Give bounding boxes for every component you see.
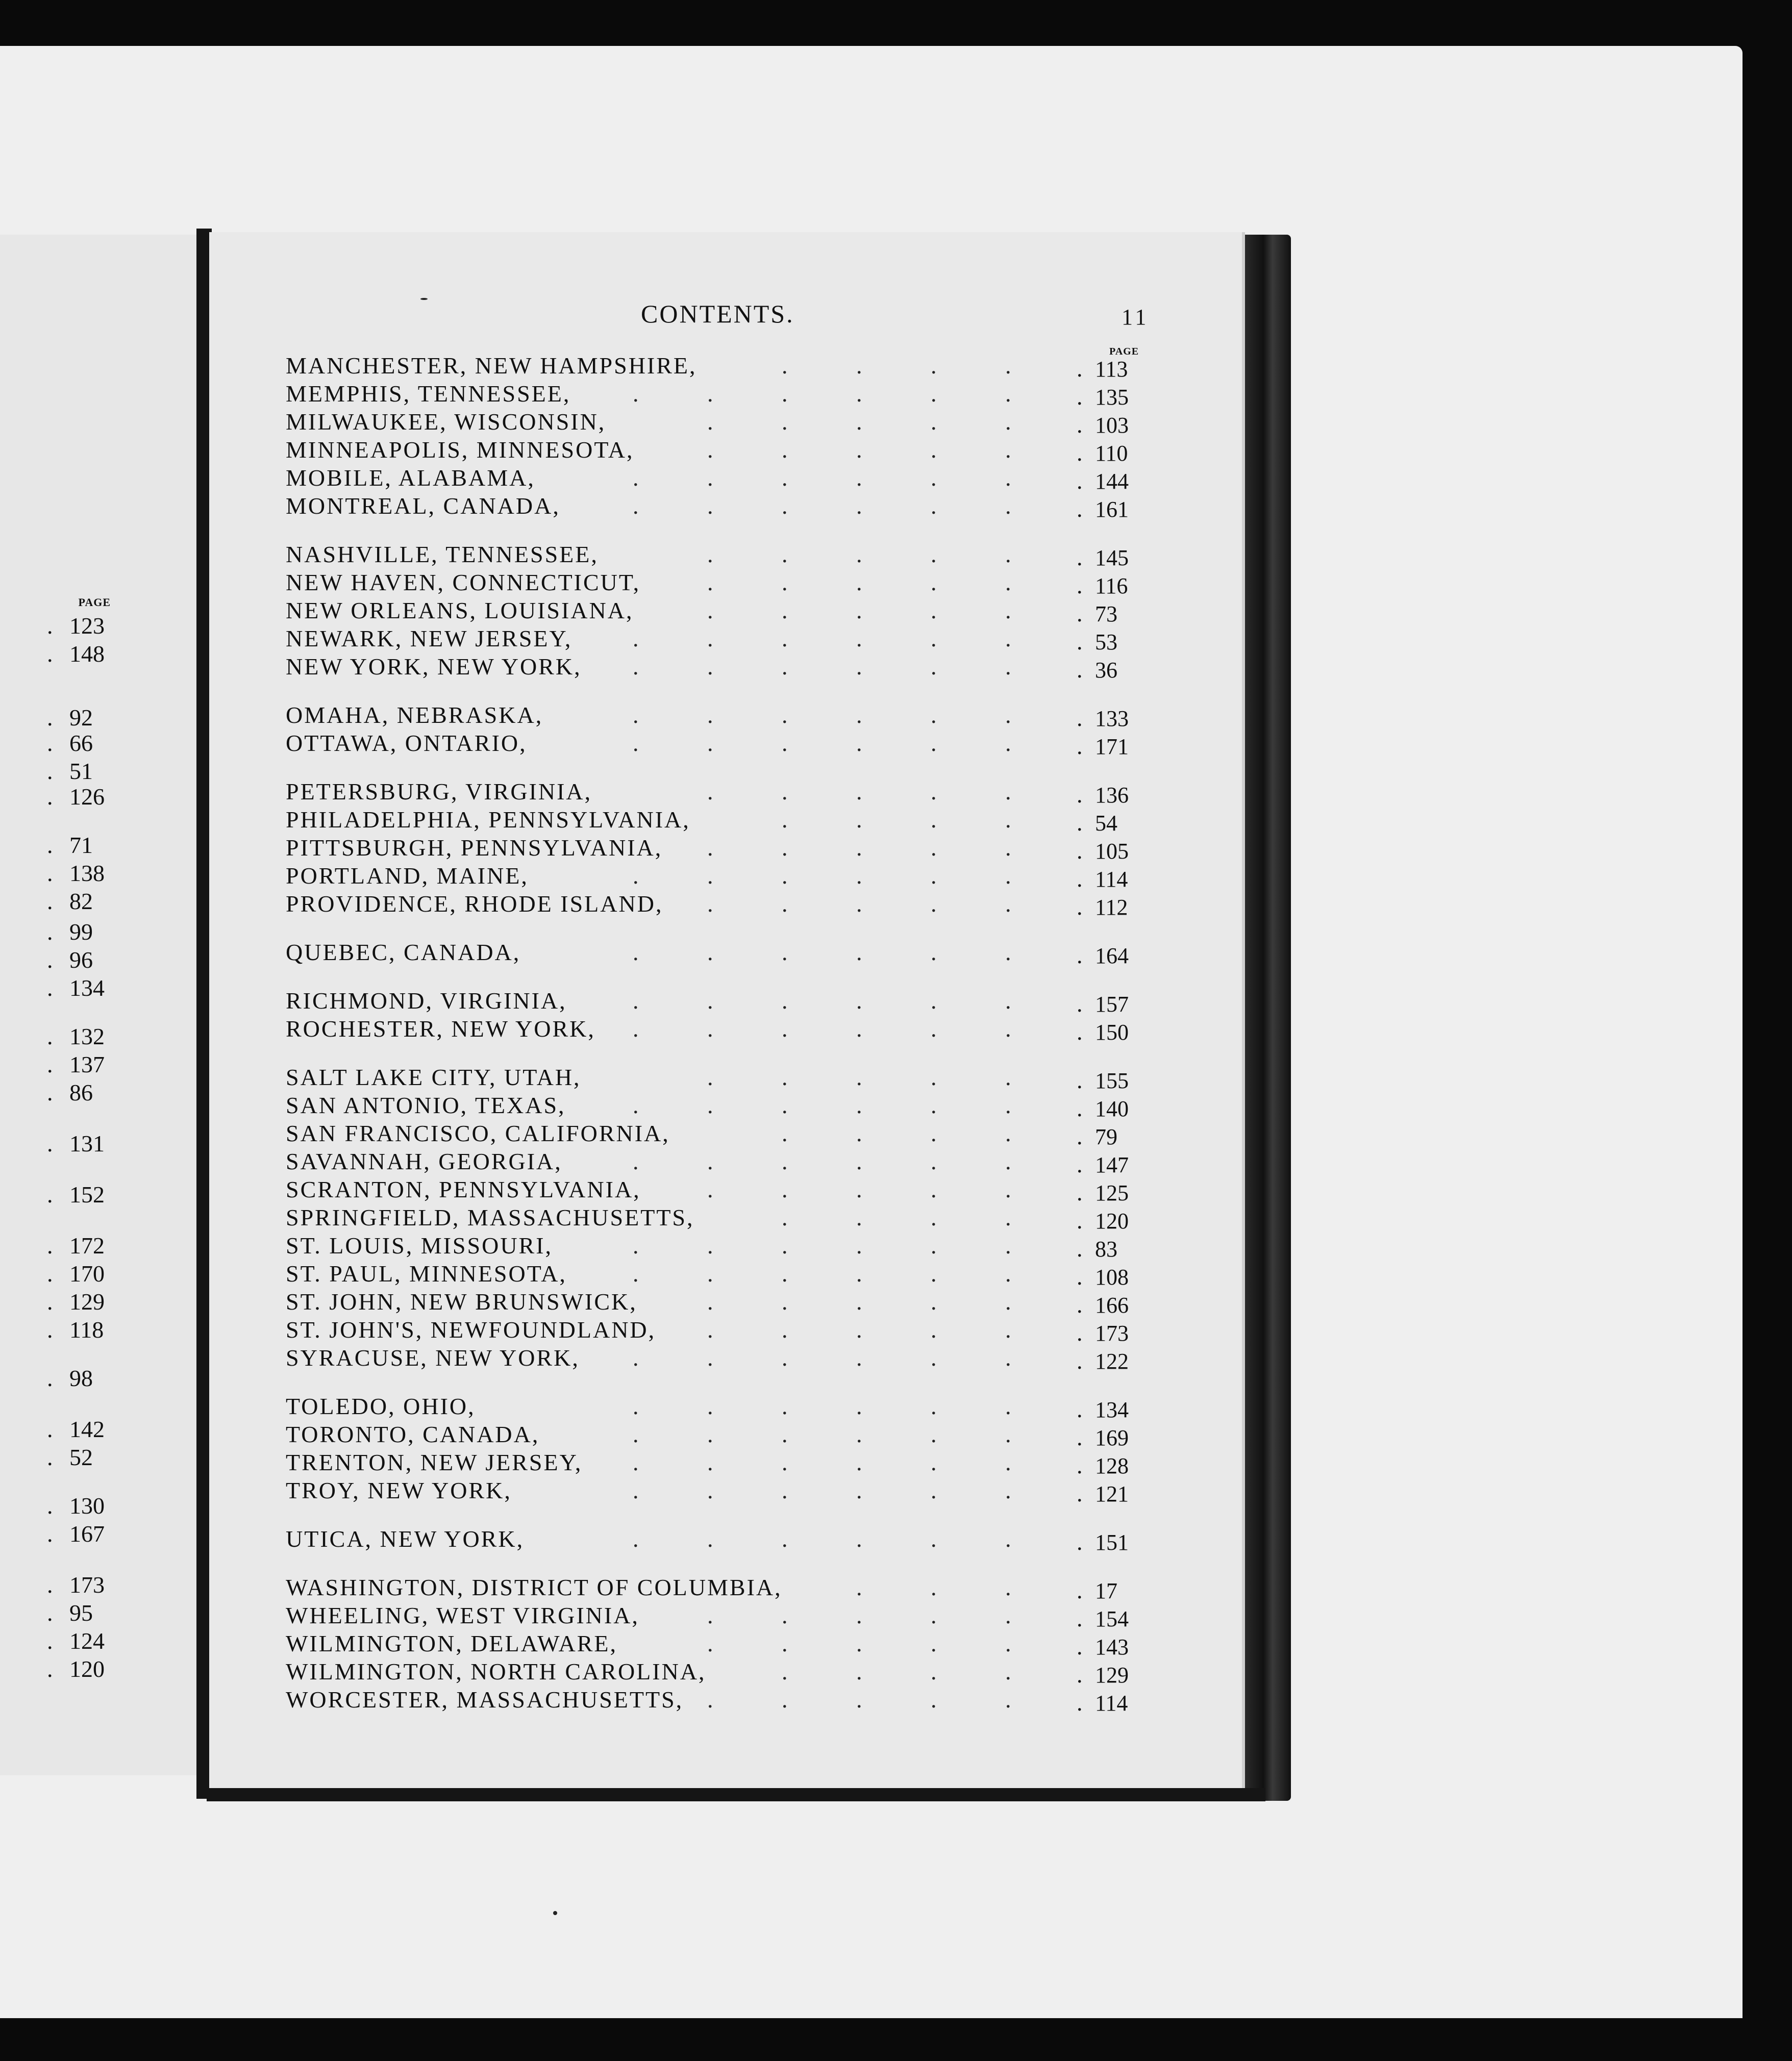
contents-entry: [0, 1658, 1245, 1687]
page-title: CONTENTS.: [641, 299, 794, 328]
contents-entry: [0, 1477, 1245, 1505]
dot-leader-end: .: [1077, 384, 1083, 410]
dot-leader-end: .: [47, 919, 53, 945]
dot-leader-end: .: [47, 784, 53, 810]
scan-speck: [420, 298, 428, 300]
left-page-number: 86: [69, 1079, 93, 1105]
dot-leader-end: .: [47, 1572, 53, 1598]
left-page-number: 120: [69, 1656, 105, 1682]
dot-leader-end: .: [47, 1444, 53, 1470]
entry-city: PETERSBURG, VIRGINIA,: [286, 778, 592, 805]
contents-entry: [0, 1288, 1245, 1317]
contents-entry: [0, 701, 1245, 730]
dot-leader-end: .: [1077, 412, 1083, 438]
dot-leader-end: .: [47, 1130, 53, 1157]
left-page-number: 95: [69, 1600, 93, 1626]
left-page-number: 96: [69, 947, 93, 973]
entry-city: SPRINGFIELD, MASSACHUSETTS,: [286, 1204, 694, 1230]
dot-leader: . . . . . .: [633, 863, 1011, 889]
entry-city: NASHVILLE, TENNESSEE,: [286, 541, 599, 567]
dot-leader: . . . . .: [707, 409, 1011, 435]
dot-leader-end: .: [1077, 1529, 1083, 1555]
left-page-number: 126: [69, 784, 105, 810]
entry-city: WORCESTER, MASSACHUSETTS,: [286, 1687, 684, 1713]
dot-leader: . . . . . .: [633, 654, 1011, 680]
left-page-number: 92: [69, 705, 93, 731]
dot-leader: . . . . . .: [633, 493, 1011, 519]
page-number: 11: [1122, 305, 1150, 330]
dot-leader-end: .: [1077, 782, 1083, 808]
contents-entry: [0, 1449, 1245, 1477]
entry-page-number: 166: [1095, 1293, 1129, 1318]
dot-leader: . . . . . .: [633, 702, 1011, 728]
entry-page-number: 113: [1095, 357, 1128, 382]
entry-page-number: 143: [1095, 1635, 1129, 1660]
left-page-number: 71: [69, 832, 93, 858]
dot-leader-end: .: [47, 1233, 53, 1259]
contents-entry: [0, 1064, 1245, 1092]
dot-leader-end: .: [1077, 1320, 1083, 1346]
dot-leader-end: .: [1077, 1424, 1083, 1450]
contents-entry: [0, 541, 1245, 569]
dot-leader-end: .: [47, 641, 53, 667]
contents-entry: [0, 625, 1245, 654]
left-page-number: 137: [69, 1051, 105, 1077]
entry-page-number: 103: [1095, 413, 1129, 438]
entry-page-number: 108: [1095, 1265, 1129, 1290]
contents-entry: [0, 1421, 1245, 1449]
dot-leader-end: .: [1077, 1480, 1083, 1506]
entry-city: WILMINGTON, DELAWARE,: [286, 1630, 617, 1656]
left-page-number: 170: [69, 1261, 105, 1287]
left-page-number: 99: [69, 919, 93, 945]
dot-leader-end: .: [1077, 1123, 1083, 1149]
dot-leader: . . . . .: [707, 1064, 1011, 1090]
contents-entry: [0, 1602, 1245, 1630]
contents-entry: [0, 1232, 1245, 1261]
entry-city: WILMINGTON, NORTH CAROLINA,: [286, 1658, 706, 1685]
dot-leader: . . . . . .: [633, 939, 1011, 965]
dot-leader-end: .: [47, 1182, 53, 1208]
left-page-number: 148: [69, 641, 105, 667]
entry-page-number: 164: [1095, 943, 1129, 968]
entry-page-number: 17: [1095, 1578, 1117, 1603]
dot-leader-end: .: [1077, 942, 1083, 968]
contents-entry: [0, 1630, 1245, 1658]
dot-leader: . . . .: [782, 1204, 1011, 1230]
dot-leader: . . . . . .: [633, 1345, 1011, 1371]
dot-leader: . . . . .: [707, 1289, 1011, 1315]
entry-page-number: 105: [1095, 839, 1129, 864]
dot-leader-end: .: [1077, 1095, 1083, 1121]
dot-leader: . . .: [856, 1574, 1011, 1600]
entry-city: OMAHA, NEBRASKA,: [286, 702, 543, 728]
dot-leader-end: .: [1077, 1151, 1083, 1177]
dot-leader-end: .: [47, 1023, 53, 1049]
dot-leader: . . . . .: [707, 437, 1011, 463]
entry-page-number: 79: [1095, 1124, 1117, 1149]
dot-leader-end: .: [1077, 1605, 1083, 1631]
dot-leader-end: .: [1077, 1179, 1083, 1205]
left-page-number: 173: [69, 1572, 105, 1598]
entry-page-number: 73: [1095, 601, 1117, 626]
dot-leader-end: .: [1077, 1662, 1083, 1688]
dot-leader-end: .: [47, 730, 53, 756]
entry-city: SALT LAKE CITY, UTAH,: [286, 1064, 581, 1090]
dot-leader-end: .: [47, 1493, 53, 1519]
scan-speck: [553, 1911, 557, 1915]
dot-leader: . . . . .: [707, 1687, 1011, 1713]
entry-city: SYRACUSE, NEW YORK,: [286, 1345, 580, 1371]
dot-leader: . . . . . .: [633, 1421, 1011, 1447]
contents-entry: [0, 778, 1245, 807]
entry-page-number: 150: [1095, 1020, 1129, 1045]
entry-page-number: 129: [1095, 1663, 1129, 1688]
dot-leader: . . . .: [782, 353, 1011, 379]
dot-leader-end: .: [47, 1365, 53, 1391]
entry-city: UTICA, NEW YORK,: [286, 1526, 525, 1552]
left-page-number: 138: [69, 860, 105, 886]
entry-page-number: 121: [1095, 1481, 1129, 1506]
entry-page-number: 151: [1095, 1530, 1129, 1555]
dot-leader: . . . . .: [707, 569, 1011, 595]
contents-entry: [0, 939, 1245, 967]
entry-city: ROCHESTER, NEW YORK,: [286, 1016, 595, 1042]
dot-leader-end: .: [1077, 705, 1083, 731]
left-page-number: 172: [69, 1233, 105, 1259]
entry-page-number: 110: [1095, 441, 1128, 466]
entry-city: ST. LOUIS, MISSOURI,: [286, 1233, 553, 1259]
dot-leader-end: .: [47, 888, 53, 914]
contents-entry: [0, 1525, 1245, 1554]
entry-page-number: 171: [1095, 734, 1129, 759]
contents-entry: [0, 380, 1245, 409]
entry-city: PHILADELPHIA, PENNSYLVANIA,: [286, 807, 690, 833]
dot-leader-end: .: [1077, 1690, 1083, 1716]
contents-entry: [0, 1344, 1245, 1373]
entry-page-number: 145: [1095, 545, 1129, 570]
left-page-number: 52: [69, 1444, 93, 1470]
contents-entry: [0, 862, 1245, 891]
entry-city: MILWAUKEE, WISCONSIN,: [286, 409, 606, 435]
entry-city: PITTSBURGH, PENNSYLVANIA,: [286, 835, 663, 861]
entry-page-number: 154: [1095, 1606, 1129, 1631]
dot-leader-end: .: [47, 1317, 53, 1343]
dot-leader-end: .: [1077, 629, 1083, 655]
dot-leader: . . . . . .: [633, 625, 1011, 651]
entry-city: TORONTO, CANADA,: [286, 1421, 540, 1447]
entry-page-number: 140: [1095, 1096, 1129, 1121]
contents-entry: [0, 1120, 1245, 1148]
dot-leader-end: .: [1077, 810, 1083, 836]
contents-entry: [0, 436, 1245, 465]
left-page-number: 142: [69, 1416, 105, 1442]
entry-page-number: 155: [1095, 1068, 1129, 1093]
dot-leader: . . . . . .: [633, 1477, 1011, 1503]
entry-city: SCRANTON, PENNSYLVANIA,: [286, 1176, 641, 1202]
left-page-number: 129: [69, 1289, 105, 1315]
left-page-number: 123: [69, 613, 105, 639]
dot-leader: . . . . . .: [633, 1526, 1011, 1552]
dot-leader-end: .: [1077, 356, 1083, 382]
dot-leader: . . . . . .: [633, 1092, 1011, 1118]
dot-leader: . . . . .: [707, 1602, 1011, 1628]
entry-city: PORTLAND, MAINE,: [286, 863, 529, 889]
dot-leader-end: .: [1077, 838, 1083, 864]
dot-leader-end: .: [47, 947, 53, 973]
dot-leader: . . . . . .: [633, 1016, 1011, 1042]
dot-leader: . . . . . .: [633, 1148, 1011, 1174]
dot-leader-end: .: [47, 613, 53, 639]
left-page-number: 130: [69, 1493, 105, 1519]
left-page-number: 132: [69, 1023, 105, 1049]
dot-leader: . . . . .: [707, 1317, 1011, 1343]
dot-leader-end: .: [1077, 1348, 1083, 1374]
dot-leader-end: .: [1077, 1577, 1083, 1603]
dot-leader-end: .: [1077, 1019, 1083, 1045]
entry-page-number: 128: [1095, 1453, 1129, 1478]
dot-leader: . . . .: [782, 1658, 1011, 1685]
entry-page-number: 169: [1095, 1425, 1129, 1450]
dot-leader: . . . . .: [707, 541, 1011, 567]
left-page-number: 152: [69, 1182, 105, 1208]
contents-entry: [0, 464, 1245, 493]
entry-page-number: 83: [1095, 1237, 1117, 1262]
left-page-number: 51: [69, 758, 93, 784]
entry-page-number: 54: [1095, 811, 1117, 836]
dot-leader-end: .: [1077, 440, 1083, 466]
entry-city: MOBILE, ALABAMA,: [286, 465, 535, 491]
contents-entry: [0, 653, 1245, 682]
book-cover-bottom: [207, 1788, 1265, 1801]
entry-page-number: 147: [1095, 1152, 1129, 1177]
dot-leader: . . . . .: [707, 1176, 1011, 1202]
contents-entry: [0, 1204, 1245, 1233]
left-page-number: 124: [69, 1628, 105, 1654]
contents-entry: [0, 1574, 1245, 1602]
dot-leader-end: .: [1077, 1067, 1083, 1093]
contents-entry: [0, 987, 1245, 1016]
dot-leader: . . . . . .: [633, 1233, 1011, 1259]
dot-leader-end: .: [1077, 1208, 1083, 1234]
entry-page-number: 144: [1095, 469, 1129, 494]
entry-city: TRENTON, NEW JERSEY,: [286, 1449, 583, 1475]
entry-page-number: 120: [1095, 1209, 1129, 1234]
contents-entry: [0, 1686, 1245, 1715]
entry-city: ST. JOHN, NEW BRUNSWICK,: [286, 1289, 637, 1315]
entry-city: NEWARK, NEW JERSEY,: [286, 625, 573, 651]
dot-leader-end: .: [47, 1261, 53, 1287]
dot-leader: . . . . . .: [633, 988, 1011, 1014]
entry-city: SAN FRANCISCO, CALIFORNIA,: [286, 1120, 670, 1146]
dot-leader-end: .: [47, 1656, 53, 1682]
contents-entry: [0, 806, 1245, 835]
entry-city: TROY, NEW YORK,: [286, 1477, 512, 1503]
entry-page-number: 36: [1095, 658, 1117, 683]
dot-leader-end: .: [47, 1051, 53, 1077]
left-page-number: 66: [69, 730, 93, 756]
entry-city: NEW ORLEANS, LOUISIANA,: [286, 597, 634, 623]
contents-entry: [0, 569, 1245, 597]
dot-leader-end: .: [47, 975, 53, 1001]
dot-leader-end: .: [1077, 733, 1083, 759]
entry-page-number: 133: [1095, 706, 1129, 731]
dot-leader-end: .: [47, 832, 53, 858]
dot-leader-end: .: [47, 1416, 53, 1442]
entry-city: OTTAWA, ONTARIO,: [286, 730, 527, 756]
contents-entry: [0, 890, 1245, 919]
entry-city: TOLEDO, OHIO,: [286, 1393, 476, 1419]
dot-leader: . . . . . .: [633, 1449, 1011, 1475]
dot-leader-end: .: [1077, 657, 1083, 683]
entry-page-number: 173: [1095, 1321, 1129, 1346]
entry-city: MEMPHIS, TENNESSEE,: [286, 381, 571, 407]
dot-leader-end: .: [47, 1521, 53, 1547]
dot-leader: . . . . . .: [633, 730, 1011, 756]
entry-page-number: 157: [1095, 992, 1129, 1017]
page-column-header: PAGE: [1109, 346, 1139, 357]
contents-entry: [0, 1092, 1245, 1120]
entry-city: SAVANNAH, GEORGIA,: [286, 1148, 562, 1174]
entry-page-number: 122: [1095, 1349, 1129, 1374]
entry-city: NEW YORK, NEW YORK,: [286, 654, 582, 680]
entry-page-number: 116: [1095, 573, 1128, 598]
dot-leader-end: .: [1077, 866, 1083, 892]
page-edge: [1245, 235, 1291, 1801]
dot-leader-end: .: [47, 1600, 53, 1626]
left-page-column-header: PAGE: [78, 596, 111, 609]
dot-leader-end: .: [47, 1079, 53, 1105]
entry-page-number: 136: [1095, 783, 1129, 808]
contents-entry: [0, 730, 1245, 758]
dot-leader-end: .: [1077, 544, 1083, 570]
dot-leader-end: .: [47, 1289, 53, 1315]
left-page-number: 98: [69, 1365, 93, 1391]
entry-page-number: 114: [1095, 1691, 1128, 1716]
entry-city: WASHINGTON, DISTRICT OF COLUMBIA,: [286, 1574, 782, 1600]
contents-entry: [0, 352, 1245, 381]
entry-page-number: 161: [1095, 497, 1129, 522]
dot-leader: . . . . .: [707, 778, 1011, 805]
dot-leader-end: .: [1077, 496, 1083, 522]
dot-leader-end: .: [1077, 468, 1083, 494]
entry-city: NEW HAVEN, CONNECTICUT,: [286, 569, 641, 595]
contents-entry: [0, 834, 1245, 863]
dot-leader-end: .: [47, 705, 53, 731]
entry-page-number: 114: [1095, 867, 1128, 892]
dot-leader-end: .: [47, 758, 53, 784]
left-page-number: 131: [69, 1130, 105, 1157]
dot-leader: . . . . . .: [633, 465, 1011, 491]
entry-page-number: 112: [1095, 895, 1128, 920]
entry-page-number: 53: [1095, 630, 1117, 655]
left-page-number: 134: [69, 975, 105, 1001]
dot-leader-end: .: [1077, 1236, 1083, 1262]
dot-leader-end: .: [1077, 1264, 1083, 1290]
dot-leader: . . . . .: [707, 597, 1011, 623]
entry-city: SAN ANTONIO, TEXAS,: [286, 1092, 566, 1118]
left-page-number: 167: [69, 1521, 105, 1547]
contents-entry: [0, 408, 1245, 437]
dot-leader: . . . .: [782, 1120, 1011, 1146]
left-page-number: 82: [69, 888, 93, 914]
dot-leader-end: .: [1077, 600, 1083, 626]
contents-entry: [0, 1015, 1245, 1044]
contents-entry: [0, 492, 1245, 521]
entry-page-number: 134: [1095, 1397, 1129, 1422]
dot-leader-end: .: [1077, 1396, 1083, 1422]
dot-leader-end: .: [1077, 894, 1083, 920]
dot-leader: . . . . . .: [633, 381, 1011, 407]
dot-leader-end: .: [47, 860, 53, 886]
entry-page-number: 125: [1095, 1180, 1129, 1205]
dot-leader: . . . .: [782, 807, 1011, 833]
dot-leader-end: .: [1077, 1292, 1083, 1318]
dot-leader: . . . . .: [707, 891, 1011, 917]
dot-leader-end: .: [1077, 991, 1083, 1017]
contents-entry: [0, 1260, 1245, 1289]
entry-city: MONTREAL, CANADA,: [286, 493, 560, 519]
entry-city: MINNEAPOLIS, MINNESOTA,: [286, 437, 634, 463]
dot-leader: . . . . . .: [633, 1261, 1011, 1287]
entry-city: ST. PAUL, MINNESOTA,: [286, 1261, 567, 1287]
entry-page-number: 135: [1095, 385, 1129, 410]
contents-entry: [0, 1393, 1245, 1421]
entry-city: ST. JOHN'S, NEWFOUNDLAND,: [286, 1317, 656, 1343]
dot-leader: . . . . .: [707, 835, 1011, 861]
entry-city: RICHMOND, VIRGINIA,: [286, 988, 567, 1014]
dot-leader-end: .: [1077, 1633, 1083, 1660]
entry-city: MANCHESTER, NEW HAMPSHIRE,: [286, 353, 697, 379]
dot-leader-end: .: [47, 1628, 53, 1654]
dot-leader: . . . . . .: [633, 1393, 1011, 1419]
contents-entry: [0, 597, 1245, 625]
left-page-number: 118: [69, 1317, 104, 1343]
dot-leader-end: .: [1077, 1452, 1083, 1478]
entry-city: QUEBEC, CANADA,: [286, 939, 521, 965]
dot-leader: . . . . .: [707, 1630, 1011, 1656]
contents-entry: [0, 1176, 1245, 1204]
contents-entry: [0, 1148, 1245, 1176]
contents-entry: [0, 1316, 1245, 1345]
dot-leader-end: .: [1077, 572, 1083, 598]
entry-city: PROVIDENCE, RHODE ISLAND,: [286, 891, 663, 917]
entry-city: WHEELING, WEST VIRGINIA,: [286, 1602, 639, 1628]
